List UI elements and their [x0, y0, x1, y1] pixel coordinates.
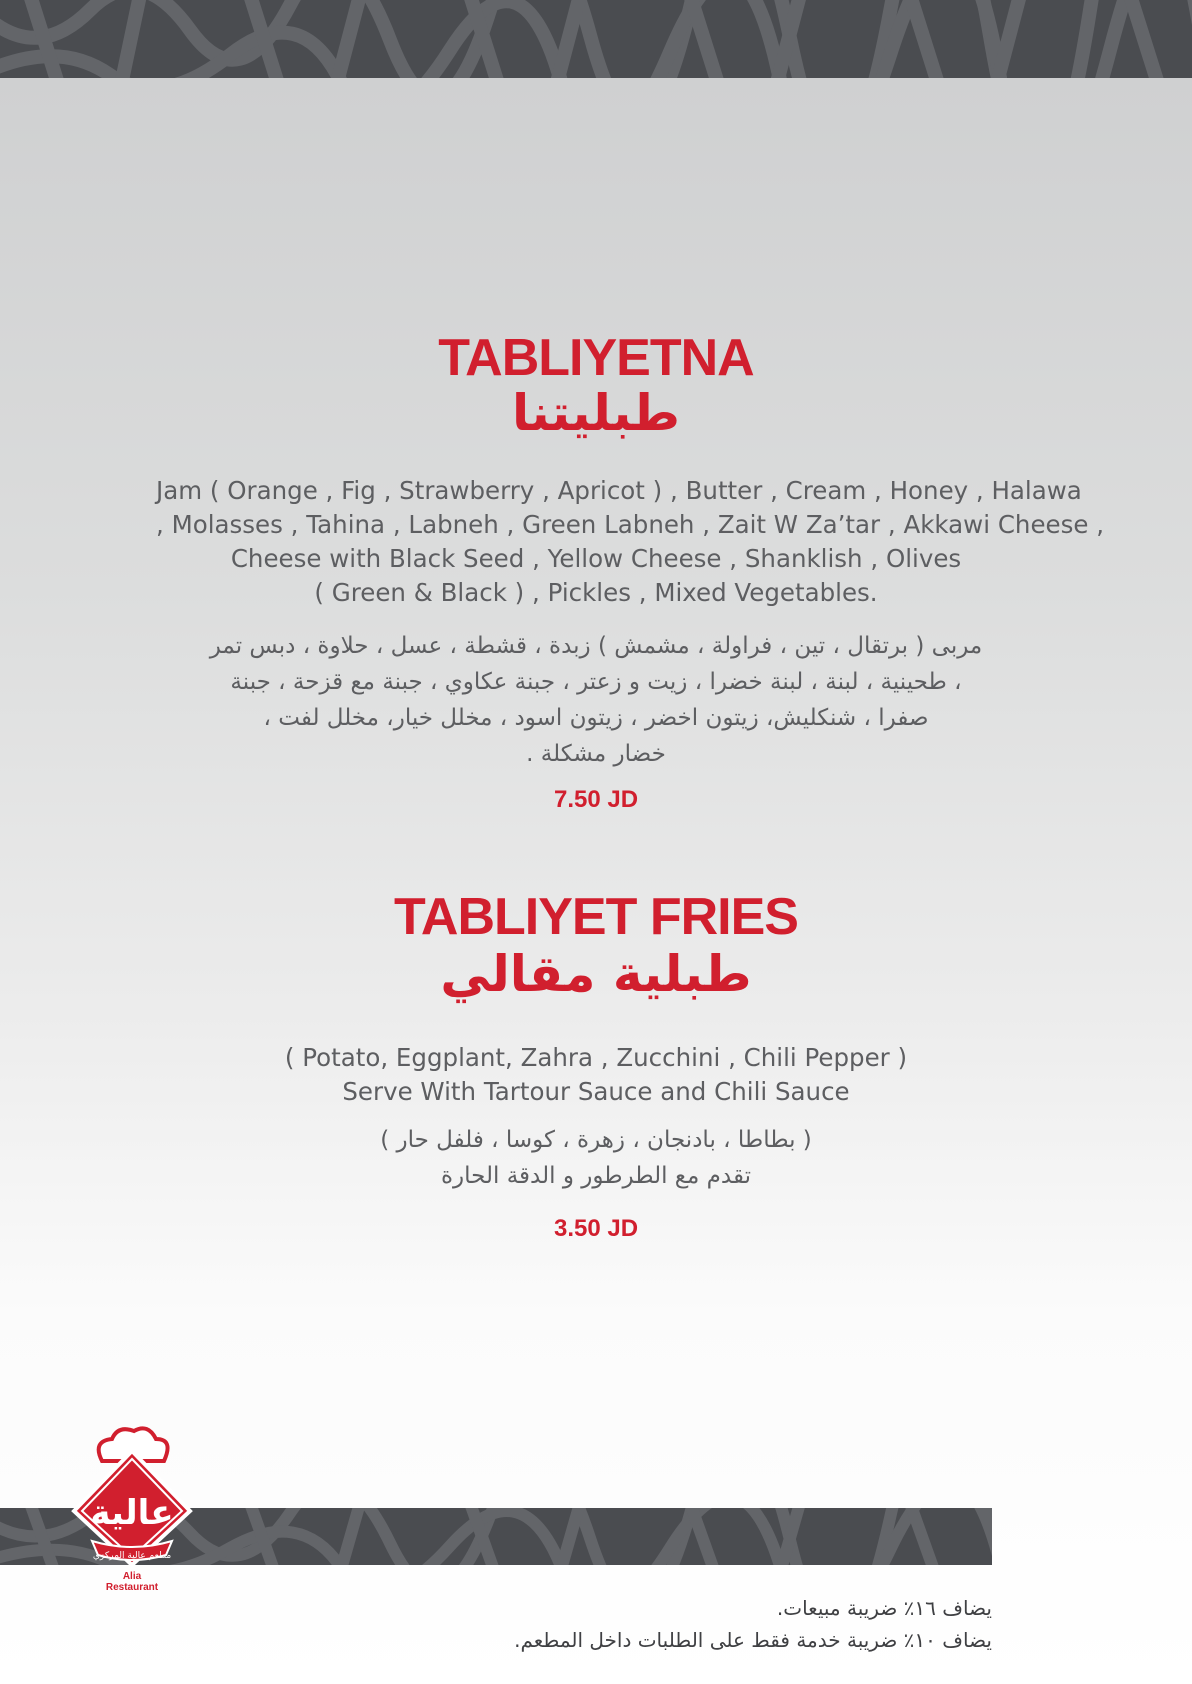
section-description-en — [156, 474, 1105, 610]
section-title-ar: طبليتنا — [512, 384, 680, 442]
top-pattern-band — [0, 0, 1192, 78]
logo-name-ar: عالية — [90, 1493, 174, 1533]
top-pattern-svg — [0, 0, 1192, 78]
description-line: تقدم مع الطرطور و الدقة الحارة — [440, 1163, 752, 1189]
section-description-ar — [176, 1122, 1016, 1194]
service-tax-note: يضاف ١٠٪ ضريبة خدمة فقط على الطلبات داخل المطعم. — [514, 1628, 992, 1652]
description-line: Jam ( Orange , Fig , Strawberry , Apricot ) , Butter , Cream , Honey , Halawa — [156, 476, 1082, 505]
description-line: ( بطاطا ، بادنجان ، زهرة ، كوسا ، فلفل حار ) — [380, 1127, 812, 1153]
logo-subtitle-ar: مطعم عالية المركزي — [92, 1551, 172, 1561]
section-price: 7.50 JD — [553, 786, 639, 813]
description-line: Serve With Tartour Sauce and Chili Sauce — [342, 1077, 850, 1106]
description-line: ( Green & Black ) , Pickles , Mixed Vegetables. — [314, 578, 878, 607]
description-line: ، طحينية ، لبنة ، لبنة خضرا ، زيت و زعتر ، جبنة عكاوي ، جبنة مع قزحة ، جبنة — [230, 669, 962, 695]
sales-tax-note: يضاف ١٦٪ ضريبة مبيعات. — [776, 1596, 992, 1620]
description-line: ( Potato, Eggplant, Zahra , Zucchini , Chili Pepper ) — [284, 1043, 908, 1072]
description-line: خضار مشكلة . — [526, 741, 666, 767]
description-line: صفرا ، شنكليش، زيتون اخضر ، زيتون اسود ، مخلل خيار، مخلل لفت ، — [263, 705, 929, 731]
logo-name-en-line: Restaurant — [105, 1582, 159, 1593]
footer-tax-notes — [380, 1592, 992, 1656]
description-line: مربى ( برتقال ، تين ، فراولة ، مشمش ) زبدة ، قشطة ، عسل ، حلاوة ، دبس تمر — [209, 633, 983, 659]
logo-name-en-line: Alia — [122, 1571, 142, 1582]
logo-name-en — [62, 1571, 202, 1593]
section-description-ar — [176, 628, 1016, 772]
section-title-en: TABLIYET FRIES — [394, 888, 798, 946]
description-line: Cheese with Black Seed , Yellow Cheese , Shanklish , Olives — [230, 544, 962, 573]
restaurant-logo — [62, 1423, 202, 1603]
section-title-en: TABLIYETNA — [438, 329, 754, 387]
description-line: , Molasses , Tahina , Labneh , Green Labneh , Zait W Za’tar , Akkawi Cheese , — [156, 510, 1105, 539]
section-title-ar: طبلية مقالي — [440, 945, 752, 1003]
section-description-en — [156, 1041, 1036, 1109]
section-price: 3.50 JD — [553, 1215, 639, 1242]
